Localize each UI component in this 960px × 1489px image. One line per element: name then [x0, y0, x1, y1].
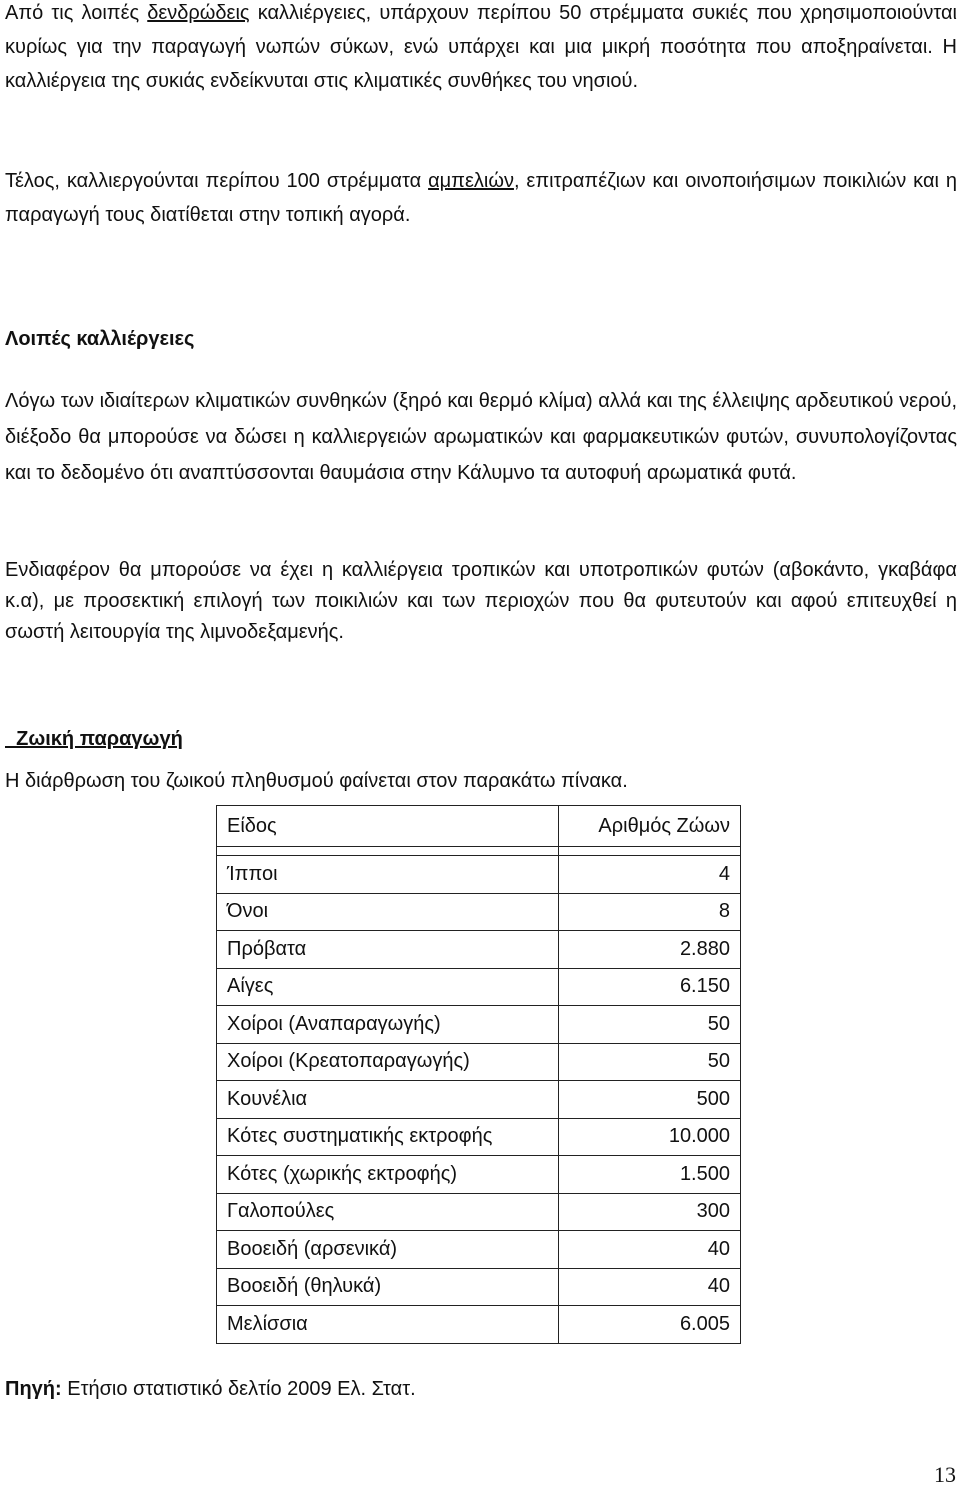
table-row: [217, 1118, 741, 1156]
species-cell: Χοίροι (Αναπαραγωγής): [217, 1006, 559, 1044]
para1-text-before: Από τις λοιπές: [5, 2, 148, 24]
species-cell: Ίπποι: [217, 856, 559, 894]
species-cell: Γαλοπούλες: [217, 1193, 559, 1231]
link-vineyards[interactable]: αμπελιών: [428, 170, 514, 192]
species-cell: Πρόβατα: [217, 931, 559, 969]
livestock-table: [216, 805, 741, 1344]
source-label: Πηγή:: [5, 1378, 62, 1400]
header-animal-count: Αριθμός Ζώων: [558, 806, 740, 847]
species-cell: Κότες (χωρικής εκτροφής): [217, 1156, 559, 1194]
table-row: [217, 1231, 741, 1269]
heading-other-crops: Λοιπές καλλιέργειες: [5, 328, 195, 350]
species-cell: Αίγες: [217, 968, 559, 1006]
count-cell: 6.005: [558, 1306, 740, 1344]
count-cell: 8: [558, 893, 740, 931]
table-body: [217, 847, 741, 1344]
table-row: [217, 968, 741, 1006]
species-cell: Κουνέλια: [217, 1081, 559, 1119]
count-cell: 10.000: [558, 1118, 740, 1156]
para2-text-after: , επιτραπέζιων και οινοποιήσιμων ποικιλιών και η παραγωγή τους διατίθεται στην τοπική αγορά.: [5, 170, 957, 226]
count-cell: 500: [558, 1081, 740, 1119]
link-tree-crops[interactable]: δενδρώδεις: [147, 2, 250, 24]
table-row: [217, 1193, 741, 1231]
species-cell: Κότες συστηματικής εκτροφής: [217, 1118, 559, 1156]
count-cell: 2.880: [558, 931, 740, 969]
table-row: [217, 1043, 741, 1081]
species-cell: Βοοειδή (αρσενικά): [217, 1231, 559, 1269]
table-header-row: [217, 806, 741, 847]
paragraph-tree-crops: [5, 0, 957, 98]
table-row: [217, 1156, 741, 1194]
table-spacer-row: [217, 847, 741, 856]
paragraph-livestock-intro: Η διάρθρωση του ζωικού πληθυσμού φαίνεται στον παρακάτω πίνακα.: [5, 770, 628, 792]
source-text: Ετήσιο στατιστικό δελτίο 2009 Ελ. Στατ.: [61, 1378, 416, 1400]
count-cell: 300: [558, 1193, 740, 1231]
count-cell: 6.150: [558, 968, 740, 1006]
table-row: [217, 1268, 741, 1306]
para2-text-before: Τέλος, καλλιεργούνται περίπου 100 στρέμματα: [5, 170, 429, 192]
count-cell: 1.500: [558, 1156, 740, 1194]
species-cell: Μελίσσια: [217, 1306, 559, 1344]
count-cell: 4: [558, 856, 740, 894]
paragraph-tropical-plants: Ενδιαφέρον θα μπορούσε να έχει η καλλιέργεια τροπικών και υποτροπικών φυτών (αβοκάντο, γκαβάφα κ.α), με προσεκτική επιλογή των ποικιλιών και των περιοχών που θα φυτευτούν και αφού επιτευχθεί η σωστή λειτουργία της λιμνοδεξαμενής.: [5, 559, 957, 643]
count-cell: 40: [558, 1268, 740, 1306]
table-row: [217, 1306, 741, 1344]
header-species: Είδος: [217, 806, 559, 847]
paragraph-vineyards: [5, 164, 957, 232]
heading-livestock: Ζωική παραγωγή: [5, 728, 183, 750]
species-cell: Βοοειδή (θηλυκά): [217, 1268, 559, 1306]
count-cell: 50: [558, 1043, 740, 1081]
page-number: 13: [934, 1462, 956, 1487]
table-row: [217, 856, 741, 894]
table-row: [217, 1081, 741, 1119]
para1-text-after: καλλιέργειες, υπάρχουν περίπου 50 στρέμματα συκιές που χρησιμοποιούνται κυρίως για την παραγωγή νωπών σύκων, ενώ υπάρχει και μια μικρή ποσότητα που αποξηραίνεται. Η καλλιέργεια της συκιάς ενδείκνυται στις κλιματικές συνθήκες του νησιού.: [5, 2, 957, 92]
table-row: [217, 931, 741, 969]
source-note: [5, 1372, 416, 1406]
paragraph-aromatic-plants: Λόγω των ιδιαίτερων κλιματικών συνθηκών (ξηρό και θερμό κλίμα) αλλά και της έλλειψης αρδευτικού νερού, διέξοδο θα μπορούσε να δώσει η καλλιεργειών αρωματικών και φαρμακευτικών φυτών, συνυπολογίζοντας και το δεδομένο ότι αναπτύσσονται θαυμάσια στην Κάλυμνο τα αυτοφυή αρωματικά φυτά.: [5, 390, 957, 484]
count-cell: 50: [558, 1006, 740, 1044]
table-row: [217, 1006, 741, 1044]
species-cell: Χοίροι (Κρεατοπαραγωγής): [217, 1043, 559, 1081]
count-cell: 40: [558, 1231, 740, 1269]
table-row: [217, 893, 741, 931]
species-cell: Όνοι: [217, 893, 559, 931]
